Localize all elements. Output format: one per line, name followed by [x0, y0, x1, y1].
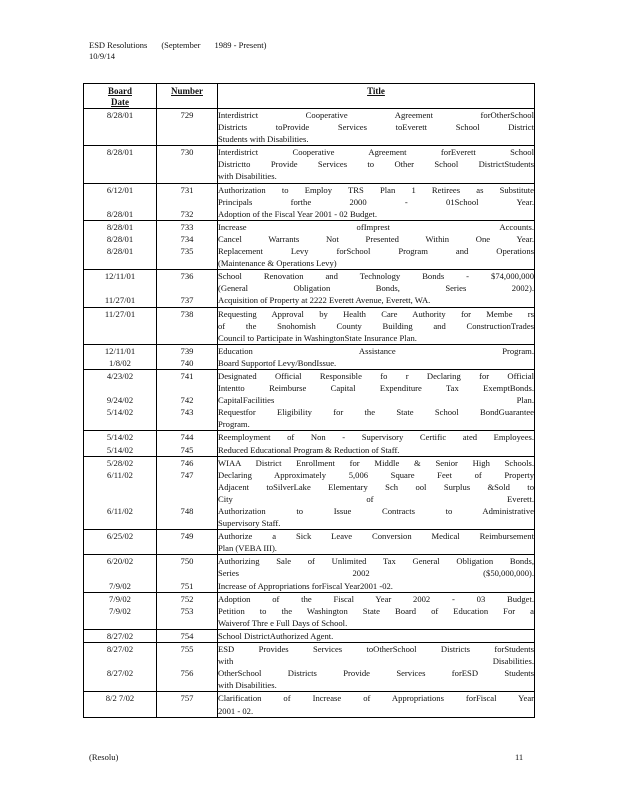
- resolution-title-cell: [218, 146, 535, 183]
- board-date-cell-line: 6/20/02: [106, 556, 134, 567]
- board-date-cell-line: 6/11/02: [107, 506, 133, 516]
- resolution-number-cell-line: [157, 320, 217, 332]
- board-date-cell-line: 8/28/01: [106, 221, 134, 232]
- resolution-number-cell-line: 748: [180, 506, 194, 516]
- resolution-number-cell: [157, 220, 218, 269]
- board-date-cell: [84, 146, 157, 183]
- board-date-cell-line: 7/9/02: [109, 593, 131, 604]
- resolution-title-cell: [218, 270, 535, 307]
- table-row: [84, 592, 535, 629]
- board-date-cell: [84, 431, 157, 456]
- resolution-title-cell: [218, 183, 535, 220]
- board-date-cell: [84, 692, 157, 717]
- resolution-number-cell-line: [157, 617, 217, 629]
- table-row: [84, 555, 535, 592]
- board-date-cell: [84, 109, 157, 146]
- board-date-cell-line: [84, 170, 156, 182]
- resolution-title-cell-line: Increase of Appropriations forFiscal Year2001 -02.: [218, 580, 393, 591]
- resolution-title-cell: [218, 307, 535, 344]
- board-date-cell-line: [84, 332, 156, 344]
- table-row: [84, 456, 535, 530]
- board-date-cell-line: [84, 282, 156, 294]
- column-header-number: Number: [157, 84, 218, 109]
- board-date-cell-line: 8/2 7/02: [105, 693, 135, 704]
- resolution-number-cell-line: 734: [180, 233, 194, 244]
- resolution-title-cell-line: OtherSchool Districts Provide Services forESD Students: [218, 668, 534, 679]
- resolution-number-cell-line: [157, 481, 217, 493]
- board-date-cell-line: 8/28/01: [106, 147, 134, 158]
- resolution-number-cell-line: 757: [180, 693, 194, 704]
- resolution-title-cell-line: (Maintenance & Operations Levy): [218, 258, 337, 269]
- table-row: [84, 643, 535, 692]
- board-date-cell: [84, 270, 157, 307]
- resolution-number-cell-line: 756: [180, 668, 194, 679]
- header-line-1: [89, 40, 266, 51]
- resolution-title-cell: [218, 692, 535, 717]
- board-date-cell: [84, 220, 157, 269]
- column-header-title: Title: [218, 84, 535, 109]
- resolution-title-cell-line: Requestfor Eligibility for the State School BondGuarantee: [218, 407, 534, 418]
- resolution-title-cell-line: Series 2002 ($50,000,000).: [218, 568, 534, 579]
- table-row: [84, 369, 535, 430]
- board-date-cell-line: [84, 418, 156, 430]
- table-row: [84, 530, 535, 555]
- board-date-cell-line: 5/14/02: [106, 432, 134, 443]
- board-date-cell-line: [84, 679, 156, 691]
- resolution-title-cell-line: WIAA District Enrollment for Middle & Senior High Schools.: [218, 457, 534, 468]
- resolution-number-cell-line: 742: [180, 395, 194, 406]
- resolution-title-cell-line: Declaring Approximately 5,006 Square Feet of Property: [218, 469, 534, 480]
- resolution-number-cell-line: 737: [180, 295, 194, 306]
- table-row: [84, 270, 535, 307]
- resolution-title-cell: [218, 220, 535, 269]
- resolution-number-cell: [157, 530, 218, 555]
- board-date-cell-line: 8/28/01: [106, 208, 134, 219]
- resolution-number-cell: [157, 369, 218, 430]
- resolution-number-cell-line: 750: [180, 556, 194, 567]
- resolution-title-cell-line: Authorization to Issue Contracts to Administrative: [218, 506, 534, 516]
- resolution-number-cell-line: 751: [180, 580, 194, 591]
- resolution-number-cell-line: [157, 418, 217, 430]
- resolution-title-cell-line: Interdistrict Cooperative Agreement forEverett School: [218, 147, 534, 158]
- resolution-number-cell-line: 753: [180, 605, 194, 616]
- resolution-number-cell-line: 732: [180, 208, 194, 219]
- resolution-number-cell-line: 735: [180, 246, 194, 257]
- resolution-number-cell-line: [157, 332, 217, 344]
- resolution-title-cell-line: Adjacent toSilverLake Elementary Sch ool Surplus &Sold to: [218, 481, 534, 492]
- resolution-title-cell-line: Requesting Approval by Health Care Authority for Membe rs: [218, 308, 534, 319]
- board-date-cell-line: [84, 617, 156, 629]
- resolution-number-cell-line: [157, 705, 217, 717]
- board-date-cell-line: [84, 320, 156, 332]
- resolution-number-cell-line: 743: [180, 407, 194, 418]
- board-date-cell-line: 12/11/01: [104, 345, 136, 356]
- resolution-number-cell-line: 752: [180, 593, 194, 604]
- resolution-title-cell-line: Supervisory Staff.: [218, 518, 281, 529]
- resolution-number-cell-line: 733: [180, 221, 194, 232]
- board-date-cell-line: 8/28/01: [106, 246, 134, 257]
- board-date-cell-line: [84, 196, 156, 208]
- resolution-number-cell-line: 754: [180, 630, 194, 641]
- resolution-title-cell-line: Clarification of Increase of Appropriations forFiscal Year: [218, 693, 534, 704]
- resolution-title-cell-line: with Disabilities.: [218, 171, 277, 182]
- resolution-number-cell-line: [157, 567, 217, 579]
- board-date-cell: [84, 592, 157, 629]
- board-date-cell-line: [84, 655, 156, 667]
- resolution-number-cell-line: [157, 121, 217, 133]
- resolution-number-cell: [157, 431, 218, 456]
- resolution-title-cell-line: Board Supportof Levy/BondIssue.: [218, 357, 337, 368]
- page-header: [89, 40, 266, 62]
- resolution-title-cell-line: Waiverof Thre e Full Days of School.: [218, 617, 348, 628]
- resolution-number-cell: [157, 643, 218, 692]
- resolution-title-cell-line: School Renovation and Technology Bonds - $74,000,000: [218, 271, 534, 282]
- resolution-title-cell: [218, 592, 535, 629]
- resolution-number-cell-line: [157, 517, 217, 529]
- board-date-cell-line: 5/14/02: [106, 407, 134, 418]
- resolution-title-cell: [218, 555, 535, 592]
- resolution-number-cell-line: 731: [180, 184, 194, 195]
- resolution-title-cell-line: Plan (VEBA III).: [218, 543, 277, 554]
- resolution-number-cell: [157, 592, 218, 629]
- board-date-cell-line: [84, 158, 156, 170]
- resolution-title-cell-line: Petition to the Washington State Board of Education For a: [218, 605, 534, 616]
- resolution-number-cell: [157, 109, 218, 146]
- board-date-cell-line: [84, 705, 156, 717]
- resolution-number-cell-line: 730: [180, 147, 194, 158]
- page-number: 11: [515, 752, 524, 762]
- board-date-cell-line: 8/27/02: [106, 630, 134, 641]
- resolution-title-cell: [218, 344, 535, 369]
- header-range-start: (September: [161, 40, 201, 50]
- resolution-title-cell-line: (General Obligation Bonds, Series 2002).: [218, 283, 534, 294]
- board-date-cell-line: 7/9/02: [109, 605, 131, 616]
- board-date-cell-line: [84, 542, 156, 554]
- resolution-number-cell-line: 738: [180, 308, 194, 319]
- resolution-title-cell-line: Intentto Reimburse Capital Expenditure Tax ExemptBonds.: [218, 383, 534, 394]
- resolution-title-cell-line: Authorizing Sale of Unlimited Tax General Obligation Bonds,: [218, 556, 534, 567]
- board-date-cell-line: 8/28/01: [106, 233, 134, 244]
- resolution-title-cell-line: Interdistrict Cooperative Agreement forOtherSchool: [218, 110, 534, 120]
- board-date-cell: [84, 307, 157, 344]
- resolution-number-cell-line: 744: [180, 432, 194, 443]
- resolution-number-cell-line: 749: [180, 531, 194, 542]
- board-date-cell: [84, 530, 157, 555]
- board-date-cell-line: [84, 567, 156, 579]
- resolution-number-cell-line: 747: [180, 469, 194, 480]
- board-date-cell-line: 6/12/01: [106, 184, 134, 195]
- resolution-title-cell-line: 2001 - 02.: [218, 705, 254, 716]
- resolution-number-cell-line: [157, 382, 217, 394]
- resolution-number-cell: [157, 344, 218, 369]
- board-date-cell-line: 8/27/02: [106, 668, 134, 679]
- resolution-number-cell: [157, 146, 218, 183]
- board-date-cell: [84, 344, 157, 369]
- resolution-title-cell-line: Education Assistance Program.: [218, 345, 534, 356]
- resolution-title-cell-line: School DistrictAuthorized Agent.: [218, 630, 334, 641]
- resolution-number-cell-line: [157, 170, 217, 182]
- resolution-title-cell: [218, 456, 535, 530]
- resolution-number-cell-line: 745: [180, 444, 194, 455]
- board-date-cell-line: 1/8/02: [109, 357, 131, 368]
- resolution-number-cell-line: [157, 133, 217, 145]
- board-date-cell-line: 9/24/02: [106, 395, 134, 406]
- resolution-title-cell-line: Replacement Levy forSchool Program and Operations: [218, 246, 534, 257]
- table-row: [84, 146, 535, 183]
- resolution-title-cell-line: Cancel Warrants Not Presented Within One Year.: [218, 233, 534, 244]
- resolution-title-cell-line: Program.: [218, 419, 250, 430]
- board-date-cell-line: [84, 257, 156, 269]
- table-row: [84, 344, 535, 369]
- resolution-title-cell: [218, 369, 535, 430]
- resolution-title-cell-line: Reemployment of Non - Supervisory Certific ated Employees.: [218, 432, 534, 443]
- resolution-number-cell-line: 740: [180, 357, 194, 368]
- resolution-number-cell-line: [157, 542, 217, 554]
- resolution-title-cell-line: CapitalFacilities Plan.: [218, 395, 534, 406]
- board-date-cell: [84, 456, 157, 530]
- board-date-cell: [84, 183, 157, 220]
- board-date-cell-line: 12/11/01: [104, 271, 136, 282]
- resolution-number-cell-line: 746: [180, 457, 194, 468]
- resolution-title-cell-line: Districts toProvide Services toEverett School District: [218, 122, 534, 133]
- resolution-number-cell: [157, 183, 218, 220]
- resolution-title-cell-line: Council to Participate in WashingtonState Insurance Plan.: [218, 332, 417, 343]
- table-row: [84, 183, 535, 220]
- board-date-cell-line: [84, 481, 156, 493]
- resolution-title-cell-line: City of Everett.: [218, 493, 534, 504]
- resolution-number-cell: [157, 270, 218, 307]
- board-date-cell-line: [84, 517, 156, 529]
- resolution-title-cell-line: Students with Disabilities.: [218, 134, 309, 145]
- resolution-number-cell-line: [157, 257, 217, 269]
- resolution-title-cell-line: Adoption of the Fiscal Year 2002 - 03 Budget.: [218, 593, 534, 604]
- board-date-cell-line: 6/25/02: [106, 531, 134, 542]
- resolution-title-cell-line: with Disabilities.: [218, 680, 277, 691]
- resolution-title-cell-line: of the Snohomish County Building and ConstructionTrades: [218, 320, 534, 331]
- resolution-number-cell-line: [157, 196, 217, 208]
- resolution-title-cell-line: Principals forthe 2000 - 01School Year.: [218, 196, 534, 207]
- board-date-cell-line: 8/28/01: [106, 110, 134, 120]
- resolution-title-cell-line: Authorize a Sick Leave Conversion Medical Reimbursement: [218, 531, 534, 542]
- resolution-title-cell-line: Increase ofImprest Accounts.: [218, 221, 534, 232]
- resolution-number-cell-line: 741: [180, 370, 194, 381]
- board-date-cell-line: 8/27/02: [106, 644, 134, 655]
- resolution-number-cell-line: [157, 655, 217, 667]
- board-date-cell-line: [84, 121, 156, 133]
- column-header-board-date: Board Date: [84, 84, 157, 109]
- resolution-title-cell-line: Designated Official Responsible fo r Declaring for Official: [218, 370, 534, 381]
- board-date-cell-line: 5/14/02: [106, 444, 134, 455]
- resolution-number-cell-line: 736: [180, 271, 194, 282]
- resolution-title-cell-line: Adoption of the Fiscal Year 2001 - 02 Budget.: [218, 208, 377, 219]
- resolution-number-cell: [157, 307, 218, 344]
- resolution-title-cell: [218, 530, 535, 555]
- board-date-cell: [84, 369, 157, 430]
- table-row: [84, 109, 535, 146]
- resolution-title-cell-line: ESD Provides Services toOtherSchool Districts forStudents: [218, 644, 534, 655]
- board-date-cell-line: 6/11/02: [107, 469, 133, 480]
- resolution-number-cell-line: 729: [180, 110, 194, 120]
- resolution-title-cell-line: Reduced Educational Program & Reduction of Staff.: [218, 444, 400, 455]
- resolution-number-cell-line: [157, 493, 217, 505]
- resolution-number-cell-line: [157, 158, 217, 170]
- table-row: [84, 692, 535, 717]
- resolution-number-cell-line: [157, 282, 217, 294]
- resolution-title-cell-line: Authorization to Employ TRS Plan 1 Retirees as Substitute: [218, 184, 534, 195]
- board-date-cell-line: 4/23/02: [106, 370, 134, 381]
- table-row: [84, 431, 535, 456]
- resolution-title-cell: [218, 109, 535, 146]
- board-date-cell-line: 7/9/02: [109, 580, 131, 591]
- table-header-row: [84, 84, 535, 109]
- resolution-number-cell: [157, 629, 218, 642]
- board-date-cell-line: 11/27/01: [104, 308, 136, 319]
- board-date-cell-line: [84, 493, 156, 505]
- board-date-cell-line: 11/27/01: [104, 295, 136, 306]
- board-date-cell: [84, 629, 157, 642]
- header-title: ESD Resolutions: [89, 40, 148, 50]
- resolution-title-cell: [218, 431, 535, 456]
- table-row: [84, 629, 535, 642]
- resolution-title-cell-line: Acquisition of Property at 2222 Everett Avenue, Everett, WA.: [218, 295, 431, 306]
- footer-label: (Resolu): [89, 752, 119, 762]
- resolution-number-cell-line: 755: [180, 644, 194, 655]
- resolution-number-cell: [157, 555, 218, 592]
- table-row: [84, 307, 535, 344]
- resolution-number-cell-line: [157, 679, 217, 691]
- resolution-title-cell-line: with Disabilities.: [218, 656, 534, 667]
- resolution-number-cell: [157, 692, 218, 717]
- resolution-title-cell: [218, 629, 535, 642]
- board-date-cell-line: [84, 133, 156, 145]
- resolution-title-cell: [218, 643, 535, 692]
- board-date-cell: [84, 555, 157, 592]
- header-range-end: 1989 - Present): [214, 40, 267, 50]
- board-date-cell: [84, 643, 157, 692]
- board-date-cell-line: [84, 382, 156, 394]
- resolutions-table: [83, 83, 535, 718]
- resolution-number-cell: [157, 456, 218, 530]
- table-row: [84, 220, 535, 269]
- header-date: 10/9/14: [89, 51, 115, 61]
- resolution-title-cell-line: Districtto Provide Services to Other School DistrictStudents: [218, 159, 534, 170]
- board-date-cell-line: 5/28/02: [106, 457, 134, 468]
- resolution-number-cell-line: 739: [180, 345, 194, 356]
